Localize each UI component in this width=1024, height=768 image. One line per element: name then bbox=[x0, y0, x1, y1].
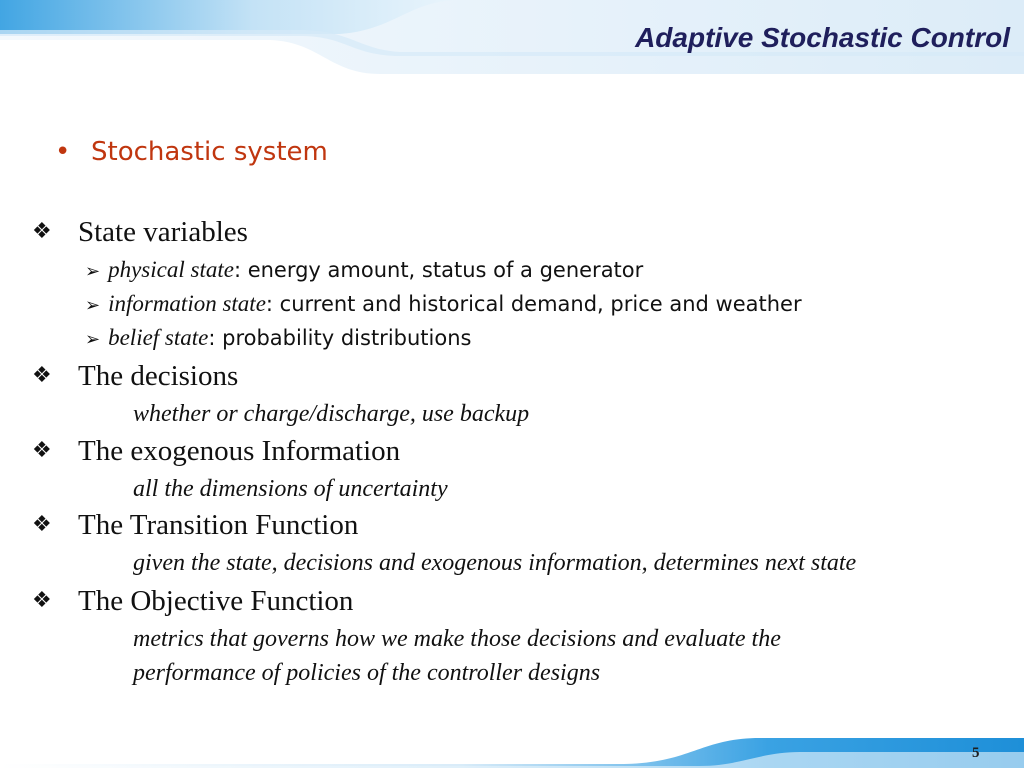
section-note: metrics that governs how we make those decisions and evaluate the bbox=[133, 626, 781, 652]
slide-title: Adaptive Stochastic Control bbox=[635, 22, 1010, 53]
item-desc: : energy amount, status of a generator bbox=[233, 258, 644, 282]
section-note: performance of policies of the controller designs bbox=[133, 660, 601, 686]
section-title: The decisions bbox=[78, 360, 239, 392]
footer-banner bbox=[0, 728, 1024, 768]
item-desc: : current and historical demand, price and weather bbox=[265, 292, 802, 316]
item-term: information state bbox=[108, 291, 266, 316]
page-number: 5 bbox=[972, 745, 980, 761]
section-note: whether or charge/discharge, use backup bbox=[133, 401, 530, 427]
section-transition-function bbox=[32, 509, 358, 542]
item-belief-state bbox=[85, 325, 471, 351]
item-information-state bbox=[85, 291, 802, 317]
bullet-dot-icon: • bbox=[55, 137, 71, 167]
section-title: The Transition Function bbox=[78, 509, 359, 541]
section-title: The exogenous Information bbox=[78, 435, 401, 467]
section-title: The Objective Function bbox=[78, 585, 354, 617]
arrowhead-icon: ➢ bbox=[85, 261, 101, 282]
diamond-cross-icon: ❖ bbox=[32, 437, 52, 462]
section-note: given the state, decisions and exogenous information, determines next state bbox=[133, 550, 857, 576]
arrowhead-icon: ➢ bbox=[85, 295, 101, 316]
diamond-cross-icon: ❖ bbox=[32, 218, 52, 243]
diamond-cross-icon: ❖ bbox=[32, 362, 52, 387]
section-exogenous-information bbox=[32, 435, 400, 468]
section-title: State variables bbox=[78, 216, 248, 248]
heading-text: Stochastic system bbox=[91, 137, 328, 167]
section-objective-function bbox=[32, 585, 353, 618]
item-term: physical state bbox=[108, 257, 234, 282]
item-physical-state bbox=[85, 257, 643, 283]
item-term: belief state bbox=[108, 325, 209, 350]
item-desc: : probability distributions bbox=[208, 326, 472, 350]
arrowhead-icon: ➢ bbox=[85, 329, 101, 350]
section-decisions bbox=[32, 360, 238, 393]
heading-bullet-item bbox=[55, 137, 328, 167]
section-state-variables bbox=[32, 216, 248, 249]
section-note: all the dimensions of uncertainty bbox=[133, 476, 448, 502]
diamond-cross-icon: ❖ bbox=[32, 511, 52, 536]
diamond-cross-icon: ❖ bbox=[32, 587, 52, 612]
